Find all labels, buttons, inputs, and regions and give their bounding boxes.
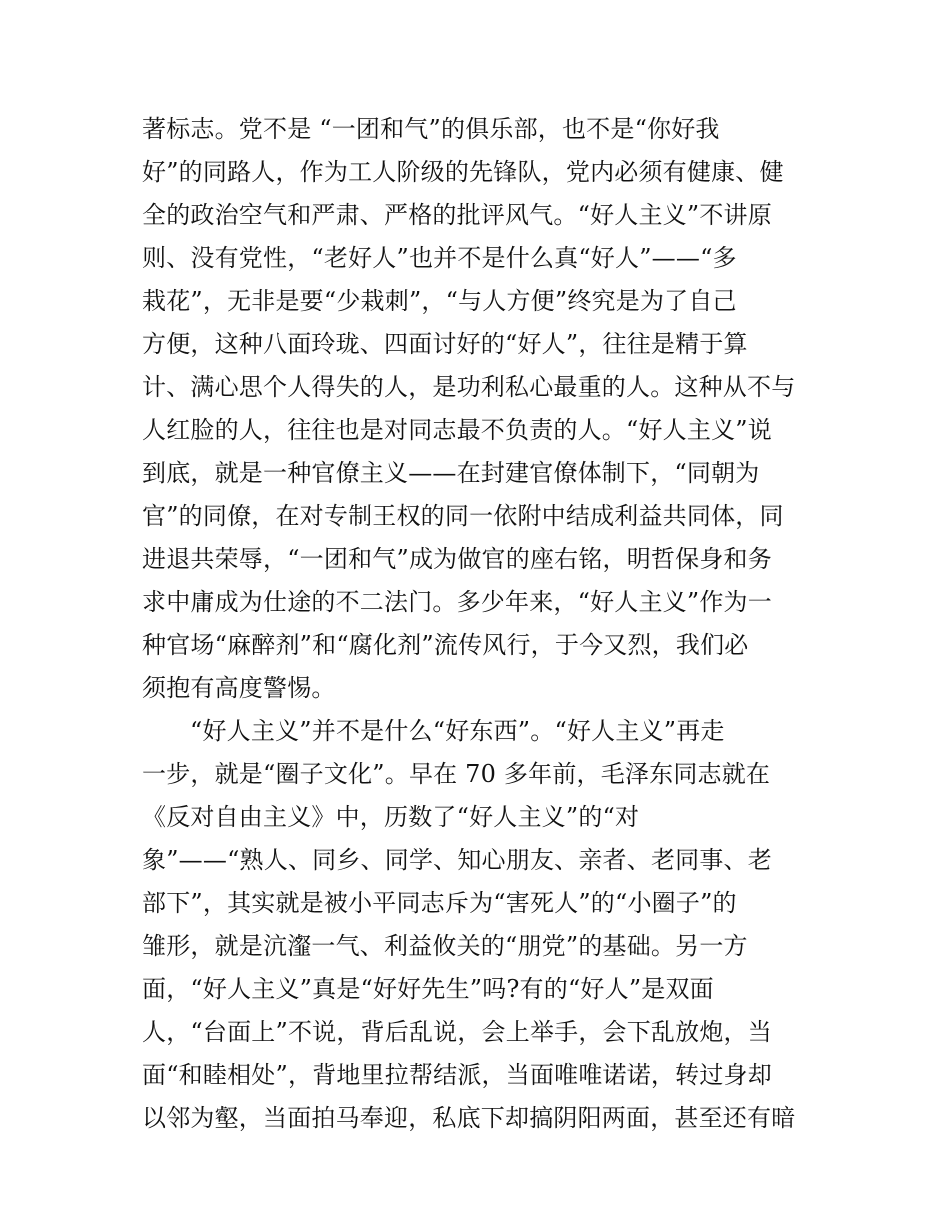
- text-line-1: 著标志。党不是 “一团和气”的俱乐部，也不是“你好我: [142, 115, 720, 143]
- text-line-6: 方便，这种八面玲珑、四面讨好的“好人”，往往是精于算: [142, 330, 748, 358]
- text-line-5: 栽花”，无非是要“少栽刺”，“与人方便”终究是为了自己: [142, 287, 737, 315]
- text-line-13: 种官场“麻醉剂”和“腐化剂”流传风行，于今又烈，我们必: [142, 631, 749, 659]
- text-line-12: 求中庸成为仕途的不二法门。多少年来，“好人主义”作为一: [142, 588, 772, 616]
- text-line-15: “好人主义”并不是什么“好东西”。“好人主义”再走: [190, 717, 725, 745]
- text-line-9: 到底，就是一种官僚主义——在封建官僚体制下，“同朝为: [142, 459, 760, 487]
- text-line-7: 计、满心思个人得失的人，是功利私心最重的人。这种从不与: [142, 373, 796, 401]
- text-line-16: 一步，就是“圈子文化”。早在 70 多年前，毛泽东同志就在: [142, 760, 771, 788]
- text-line-21: 面，“好人主义”真是“好好先生”吗?有的“好人”是双面: [142, 975, 714, 1003]
- text-line-4: 则、没有党性，“老好人”也并不是什么真“好人”——“多: [142, 244, 737, 272]
- text-line-2: 好”的同路人，作为工人阶级的先锋队，党内必须有健康、健: [142, 158, 784, 186]
- text-line-14: 须抱有高度警惕。: [142, 674, 336, 702]
- text-line-19: 部下”，其实就是被小平同志斥为“害死人”的“小圈子”的: [142, 889, 737, 917]
- text-line-18: 象”——“熟人、同乡、同学、知心朋友、亲者、老同事、老: [142, 846, 772, 874]
- document-body-text: [142, 108, 822, 1140]
- text-line-24: 以邻为壑，当面拍马奉迎，私底下却搞阴阳两面，甚至还有暗: [142, 1104, 796, 1132]
- text-line-3: 全的政治空气和严肃、严格的批评风气。“好人主义”不讲原: [142, 201, 772, 229]
- text-line-17: 《反对自由主义》中，历数了“好人主义”的“对: [142, 803, 640, 831]
- text-line-22: 人，“台面上”不说，背后乱说，会上举手，会下乱放炮，当: [142, 1018, 772, 1046]
- text-line-23: 面“和睦相处”，背地里拉帮结派，当面唯唯诺诺，转过身却: [142, 1061, 772, 1089]
- text-line-8: 人红脸的人，往往也是对同志最不负责的人。“好人主义”说: [142, 416, 772, 444]
- text-line-20: 雏形，就是沆瀣一气、利益攸关的“朋党”的基础。另一方: [142, 932, 748, 960]
- text-line-11: 进退共荣辱，“一团和气”成为做官的座右铭，明哲保身和务: [142, 545, 772, 573]
- text-line-10: 官”的同僚，在对专制王权的同一依附中结成利益共同体，同: [142, 502, 784, 530]
